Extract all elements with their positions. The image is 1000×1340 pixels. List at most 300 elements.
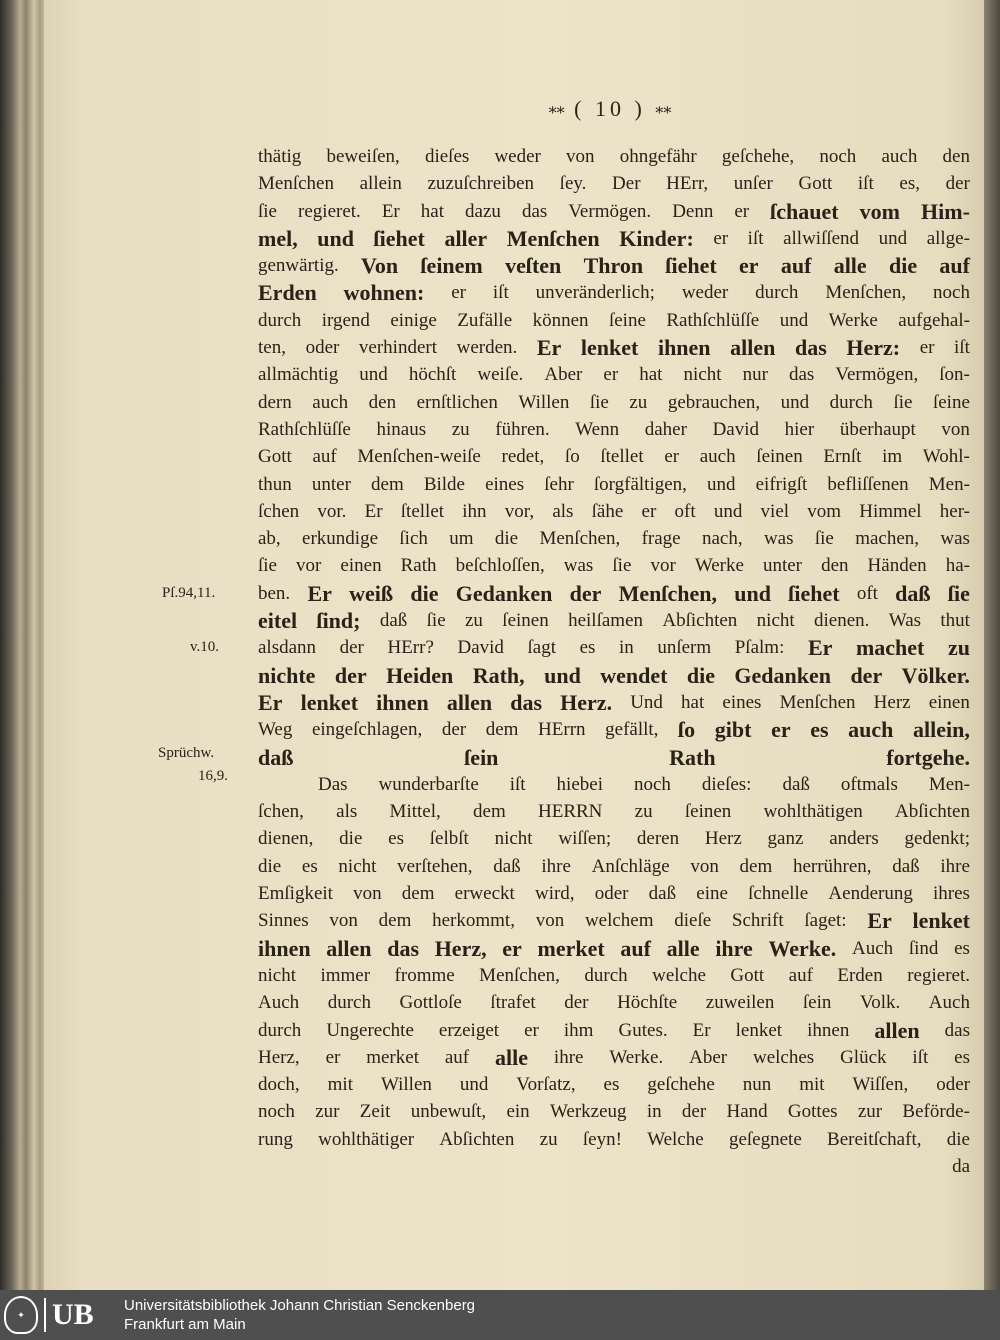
word: und	[707, 473, 736, 495]
word: werden.	[456, 337, 518, 359]
word: ganz	[767, 828, 804, 850]
emphasized-word: Gedanken	[734, 662, 832, 688]
word: ha-	[945, 555, 970, 577]
word: deren	[636, 828, 680, 850]
word: er	[641, 500, 657, 522]
emphasized-word: Herz,	[434, 935, 487, 961]
word: nur	[742, 364, 768, 386]
word: Auch	[928, 992, 970, 1014]
emphasized-word: ihnen	[657, 335, 711, 361]
word: Gott	[730, 964, 765, 986]
word: es	[388, 828, 404, 850]
word: Wenn	[575, 418, 620, 440]
emphasized-word: und	[734, 580, 771, 606]
text-line	[258, 225, 970, 252]
word: oder	[936, 1074, 970, 1096]
word: es,	[899, 173, 920, 195]
word: iſt	[857, 173, 874, 195]
word: Willen	[518, 391, 570, 413]
logo-text: UB	[44, 1298, 94, 1332]
word: als	[552, 500, 574, 522]
word: ſorgfältigen,	[593, 473, 687, 495]
word: ſich	[399, 528, 428, 550]
word: ſon-	[939, 364, 970, 386]
word: wunderbarſte	[378, 773, 479, 795]
word: auf	[444, 1046, 470, 1068]
emphasized-word: er	[502, 935, 522, 961]
word: geſchehe	[647, 1074, 715, 1096]
word: ſie	[258, 200, 277, 222]
emphasized-word: aller	[444, 225, 488, 251]
word: es	[603, 1074, 620, 1096]
word: Glück	[840, 1046, 887, 1068]
word: einen	[928, 691, 970, 713]
word: Gott	[258, 446, 292, 468]
word: einen	[340, 555, 382, 577]
emphasized-word: allen	[326, 935, 372, 961]
word: Bereitſchaft,	[827, 1128, 922, 1150]
word: Werke	[694, 555, 744, 577]
word: erzeiget	[438, 1019, 500, 1041]
word: ihnen	[807, 1019, 850, 1041]
word: es	[954, 1046, 970, 1068]
word: Vermögen,	[835, 364, 919, 386]
word: iſt	[747, 227, 764, 249]
word: dazu	[465, 200, 501, 222]
word: nicht	[756, 610, 795, 632]
word: ſo	[564, 446, 580, 468]
word: allwiſſend	[783, 227, 860, 249]
word: nicht	[683, 364, 722, 386]
word: Men-	[928, 773, 970, 795]
emphasized-word: der	[569, 580, 602, 606]
word: alsdann	[258, 637, 317, 659]
text-line	[258, 580, 970, 607]
emphasized-word: Rath	[669, 744, 716, 770]
word: auf	[312, 446, 337, 468]
word: nicht	[258, 964, 296, 986]
margin-note: v.10.	[190, 639, 220, 655]
word: ſchen	[258, 500, 300, 522]
word: Anſchläge	[591, 855, 670, 877]
emphasized-word: Werke.	[768, 935, 837, 961]
emphasized-word: und	[317, 225, 354, 251]
word: vor	[296, 555, 322, 577]
word: in	[618, 637, 634, 659]
word: Und	[630, 691, 663, 713]
word: hat	[639, 364, 663, 386]
margin-note: 16,9.	[198, 768, 228, 784]
word: Was	[888, 610, 922, 632]
word: merket	[366, 1046, 419, 1068]
word: ſchnelle	[748, 883, 809, 905]
word: ſind	[908, 937, 939, 959]
word: er	[451, 282, 466, 304]
emphasized-word: er	[771, 717, 791, 743]
word: vor	[650, 555, 676, 577]
word: ſelbſt	[429, 828, 469, 850]
library-footer	[0, 1290, 1000, 1340]
word: daß	[648, 883, 677, 905]
text-line	[258, 1126, 970, 1153]
emphasized-word: auf	[939, 253, 970, 279]
word: Menſchen,	[539, 528, 621, 550]
word: er	[664, 446, 680, 468]
emphasized-word: alle	[495, 1044, 529, 1070]
emphasized-word: die	[410, 580, 439, 606]
word: ben.	[258, 582, 291, 604]
word: Werke	[828, 309, 878, 331]
emphasized-word: Kinder:	[619, 225, 694, 251]
word: die	[258, 855, 282, 877]
text-line	[258, 361, 970, 388]
word: ihre	[940, 855, 970, 877]
word: Herz	[873, 691, 911, 713]
word: dieſes	[424, 146, 470, 167]
word: daher	[644, 418, 687, 440]
word: HErr?	[387, 637, 434, 659]
text-line	[258, 1153, 970, 1180]
text-line	[258, 1017, 970, 1044]
word: die	[339, 828, 363, 850]
word: Gott	[798, 173, 833, 195]
word: dienen.	[814, 610, 870, 632]
word: Beförde-	[902, 1101, 970, 1123]
word: Gutes.	[618, 1019, 668, 1041]
emphasized-word: ſein	[464, 744, 499, 770]
word: noch	[819, 146, 857, 167]
word: das	[944, 1019, 970, 1041]
word: ten,	[258, 337, 286, 359]
emphasized-word: zu	[947, 635, 970, 661]
word: Hand	[726, 1101, 768, 1123]
word: wohlthätiger	[318, 1128, 415, 1150]
text-line	[258, 798, 970, 825]
text-line	[258, 307, 970, 334]
word: dem	[485, 719, 519, 741]
text-line	[258, 471, 970, 498]
word: eine	[696, 883, 728, 905]
word: allmächtig	[258, 364, 339, 386]
margin-note: Pſ.94,11.	[162, 585, 216, 601]
word: gefällt,	[605, 719, 659, 741]
word: auch	[881, 146, 918, 167]
emphasized-word: auch	[848, 717, 894, 743]
word: daß	[782, 773, 810, 795]
word: unter	[311, 473, 351, 495]
emphasized-word: allein,	[913, 717, 970, 743]
word: Gottes	[787, 1101, 838, 1123]
word: einige	[390, 309, 437, 331]
word: regieret.	[907, 964, 970, 986]
word: dem	[378, 910, 412, 932]
word: Menſchen	[779, 691, 856, 713]
word: noch	[258, 1101, 295, 1123]
ornament-right: ⁎⁎	[655, 100, 672, 117]
word: Vermögen.	[568, 200, 652, 222]
word: iſt	[912, 1046, 929, 1068]
word: Mittel,	[389, 801, 441, 823]
emphasized-word: Menſchen	[506, 225, 600, 251]
emphasized-word: Menſchen,	[618, 580, 718, 606]
word: ihm	[563, 1019, 594, 1041]
word: vor,	[504, 500, 535, 522]
emphasized-word: der	[850, 662, 883, 688]
text-line	[258, 525, 970, 552]
word: ihre	[541, 855, 571, 877]
word: Abſichten	[439, 1128, 515, 1150]
word: David	[712, 418, 760, 440]
word: verhindert	[358, 337, 437, 359]
emphasized-word: Er	[536, 335, 562, 361]
word: unveränderlich;	[535, 282, 655, 304]
word: auch	[699, 446, 736, 468]
word: hat	[420, 200, 445, 222]
word: redet,	[501, 446, 545, 468]
emphasized-word: nichte	[258, 662, 316, 688]
emphasized-word: er	[739, 253, 759, 279]
word: hat	[681, 691, 705, 713]
word: daß	[493, 855, 521, 877]
word: nun	[742, 1074, 772, 1096]
word: ihre	[553, 1046, 584, 1068]
word: Händen	[867, 555, 927, 577]
word: durch	[584, 964, 628, 986]
word: Er	[692, 1019, 711, 1041]
word: das	[521, 200, 548, 222]
word: oftmals	[840, 773, 898, 795]
word: der	[441, 719, 467, 741]
text-line	[258, 1044, 970, 1071]
word: beſchloſſen,	[455, 555, 545, 577]
word: er	[919, 337, 935, 359]
word: Abſichten	[895, 801, 970, 823]
emphasized-word: Er	[867, 908, 892, 934]
word: ſey.	[559, 173, 587, 195]
emphasized-word: mel,	[258, 225, 298, 251]
word: Willen	[380, 1074, 432, 1096]
emphasized-word: daß	[258, 744, 294, 770]
word: zuweilen	[705, 992, 775, 1014]
word: ſein	[802, 992, 832, 1014]
word: Ungerechte	[326, 1019, 414, 1041]
word: ſähe	[591, 500, 624, 522]
word: um	[449, 528, 474, 550]
word: Weg	[258, 719, 293, 741]
word: und	[359, 364, 388, 386]
word: Höchſte	[617, 992, 678, 1014]
word: dieſe	[674, 910, 712, 932]
word: es	[301, 855, 318, 877]
emphasized-word: ſiehet	[665, 253, 717, 279]
word: iſt	[954, 337, 970, 359]
word: irgend	[321, 309, 370, 331]
word: dem	[473, 801, 506, 823]
word: unſerm	[657, 637, 712, 659]
emphasized-word: auf	[780, 253, 812, 279]
word: zu	[465, 610, 483, 632]
word: HERRN	[538, 801, 603, 823]
text-line	[258, 771, 970, 798]
emphasized-word: fortgehe.	[886, 744, 970, 770]
word: den	[942, 146, 970, 167]
word: und	[713, 500, 743, 522]
word: ab,	[258, 528, 281, 550]
word: was	[563, 555, 594, 577]
word: und	[878, 227, 908, 249]
word: dienen,	[258, 828, 314, 850]
text-line	[258, 252, 970, 279]
word: weiſe.	[477, 364, 524, 386]
word: ſeine	[932, 391, 970, 413]
word: ſie	[258, 555, 277, 577]
word: Gottloſe	[399, 992, 462, 1014]
emphasized-word: eitel	[258, 608, 298, 634]
text-line	[258, 689, 970, 716]
word: ſeinen	[684, 801, 732, 823]
word: wiſſen;	[558, 828, 612, 850]
emphasized-word: die	[686, 662, 715, 688]
word: Aber	[689, 1046, 728, 1068]
word: von	[329, 910, 358, 932]
word: Schrift	[731, 910, 784, 932]
text-line	[258, 662, 970, 689]
word: viel	[760, 500, 790, 522]
word: zur	[857, 1101, 883, 1123]
word: genwärtig.	[258, 255, 339, 277]
word: geſegnete	[728, 1128, 802, 1150]
word: machen,	[855, 528, 920, 550]
page-right-edge	[984, 0, 1000, 1290]
word: der	[945, 173, 970, 195]
seal-icon: ✦	[4, 1296, 38, 1334]
word: er	[603, 364, 619, 386]
word: unter	[762, 555, 803, 577]
word: Rath	[400, 555, 437, 577]
word: durch	[327, 992, 371, 1014]
word: von	[535, 910, 565, 932]
word: ſaget:	[804, 910, 847, 932]
word: immer	[320, 964, 371, 986]
text-line	[258, 443, 970, 470]
text-line	[258, 334, 970, 361]
word: ſeinen	[502, 610, 549, 632]
emphasized-word: Erden	[258, 280, 317, 306]
emphasized-word: wendet	[600, 662, 668, 688]
word: iſt	[509, 773, 526, 795]
word: mit	[799, 1074, 825, 1096]
word: Emſigkeit	[258, 883, 333, 905]
word: nach,	[701, 528, 743, 550]
emphasized-word: lenket	[300, 689, 359, 715]
word: welches	[752, 1046, 815, 1068]
word: ohngefähr	[619, 146, 697, 167]
word: er	[325, 1046, 341, 1068]
word: Menſchen,	[825, 282, 907, 304]
word: herkommt,	[432, 910, 515, 932]
emphasized-word: die	[888, 253, 918, 279]
text-line	[258, 607, 970, 634]
word: doch,	[258, 1074, 300, 1096]
text-line	[258, 143, 970, 170]
word: den	[368, 391, 397, 413]
word: gedenkt;	[904, 828, 970, 850]
emphasized-word: das	[387, 935, 419, 961]
word: ſagt	[527, 637, 556, 659]
word: ernſtlichen	[416, 391, 498, 413]
word: und	[779, 309, 809, 331]
emphasized-word: gibt	[714, 717, 752, 743]
ub-logo[interactable]	[4, 1296, 114, 1334]
word: überhaupt	[839, 418, 916, 440]
word: ſie	[612, 555, 632, 577]
page-number: ( 10 )	[574, 96, 646, 121]
word: vom	[807, 500, 842, 522]
word: allge-	[926, 227, 970, 249]
word: nicht	[494, 828, 533, 850]
word: Bilde	[423, 473, 465, 495]
word: Menſchen	[258, 173, 334, 195]
word: noch	[933, 282, 970, 304]
emphasized-word: machet	[855, 635, 925, 661]
emphasized-word: merket	[537, 935, 605, 961]
emphasized-word: das	[794, 335, 827, 361]
institution-name: Universitätsbibliothek Johann Christian Senckenberg	[124, 1297, 476, 1314]
emphasized-word: Er	[307, 580, 332, 606]
word: Erden	[837, 964, 883, 986]
emphasized-word: alle	[833, 253, 867, 279]
word: weder	[681, 282, 729, 304]
text-line	[258, 498, 970, 525]
word: Auch	[258, 992, 300, 1014]
word: daß	[892, 855, 920, 877]
word: ein	[506, 1101, 530, 1123]
emphasized-word: Herz.	[560, 689, 613, 715]
word: Men-	[928, 473, 970, 495]
word: ſeinen	[756, 446, 803, 468]
word: zuzuſchreiben	[427, 173, 535, 195]
word: ſeyn!	[582, 1128, 622, 1150]
emphasized-word: Herz:	[846, 335, 901, 361]
emphasized-word: und	[544, 662, 581, 688]
emphasized-word: ſeinem	[420, 253, 483, 279]
word: allein	[359, 173, 402, 195]
word: Abſichten	[662, 610, 738, 632]
word: Zufälle	[457, 309, 513, 331]
word: eingeſchlagen,	[311, 719, 423, 741]
emphasized-word: Von	[361, 253, 399, 279]
word: hinaus	[376, 418, 427, 440]
word: wohlthätigen	[763, 801, 863, 823]
word: Volk.	[859, 992, 901, 1014]
word: da	[952, 1155, 970, 1177]
emphasized-word: Er	[807, 635, 833, 661]
word: oft	[856, 582, 878, 604]
text-line	[258, 853, 970, 880]
text-line	[258, 716, 970, 743]
emphasized-word: ſie	[947, 580, 970, 606]
emphasized-word: lenket	[912, 908, 970, 934]
word: thun	[258, 473, 292, 495]
emphasized-word: es	[810, 717, 829, 743]
word: David	[457, 637, 504, 659]
word: her-	[939, 500, 970, 522]
text-line	[258, 279, 970, 306]
emphasized-word: ihnen	[376, 689, 429, 715]
word: zu	[451, 418, 470, 440]
emphasized-word: ſchauet	[770, 198, 839, 224]
word: thätig	[258, 146, 302, 167]
